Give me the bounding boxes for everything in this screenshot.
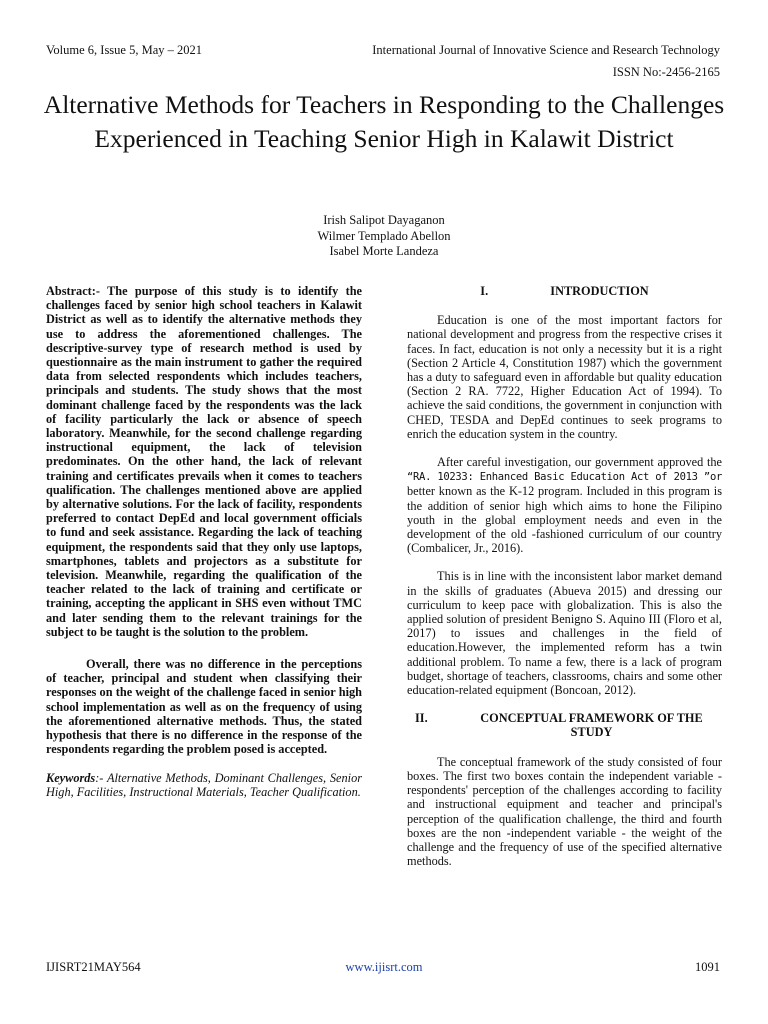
body-text: After careful investigation, our government approved the (437, 455, 722, 470)
keywords (46, 771, 362, 799)
abstract-paragraph: Abstract:- The purpose of this study is to identify the challenges faced by senior high school teachers in Kalawit District as well as to identify the alternative methods they use to address the aforementioned challenges. The descriptive-survey type of research method is used by questionnaire as the main instrument to gather the required data from selected respondents which includes teachers, principals and students. The study shows that the most dominant challenge faced by the respondents was the lack of facility particularly the lack or absence of speech laboratory. Meanwhile, for the second challenge regarding instructional equipment, the lack of television predominates. On the other hand, the lack of relevant training and certificates prevails when it comes to teachers qualification. The challenges mentioned above are applied by alternative solutions. For the lack of facility, respondents preferred to contact DepEd and local government officials to fund and seek assistance. Regarding the lack of teaching equipment, the respondents said that they only use laptops, smartphones, tablets and projectors as a substitute for television. Meanwhile, regarding the qualification of the teacher related to the lack of training and certificate or training, accepting the applicant in SHS even without TMC and later sending them to the relevant trainings for the subject to be taught is the solution to the problem. (46, 284, 362, 639)
section-number: I. (480, 284, 489, 298)
author-name: Irish Salipot Dayaganon (323, 213, 445, 227)
paper-title: Alternative Methods for Teachers in Responding to the Challenges Experienced in Teaching Senior High in Kalawit District (43, 90, 725, 153)
body-text: better known as the K-12 program. Included in this program is the addition of senior high which aims to hone the Filipino youth in the global employment needs and even in the development of the old -fashioned curriculum of our country (Combalicer, Jr., 2016). (407, 484, 722, 556)
section-number: II. (415, 711, 428, 726)
body-paragraph: Education is one of the most important factors for national development and progress from the respective crises it faces. In fact, education is not only a necessity but it is a right (Section 2 Article 4, Constitution 1987) which the government has a duty to safeguard even in affordable but quality education (Section 2 RA. 7722, Higher Education Act of 1994). To achieve the said conditions, the government in conjunction with CHED, TESDA and DepEd continues to seek programs to enrich the education system in the country. (407, 313, 722, 441)
left-column (46, 284, 362, 799)
author-list (0, 213, 768, 260)
paper-id: IJISRT21MAY564 (46, 960, 141, 974)
body-paragraph: This is in line with the inconsistent labor market demand in the skills of graduates (Abueva 2015) and dressing our curriculum to keep pace with globalization. This is also the applied solution of president Benigno S. Aquino III (Floro et al, 2017) to issues and challenges in the field of education.However, the implemented reform has a twin additional problem. To name a few, there is a lack of program budget, shortage of teachers, classrooms, chairs and some other education-related equipment (Boncoan, 2012). (407, 569, 722, 698)
section-heading (407, 711, 722, 739)
abstract-paragraph: Overall, there was no difference in the perceptions of teacher, principal and student when classifying their responses on the weight of the challenge faced in senior high school implementation as well as on the frequency of using the aforementioned alternative methods. Thus, the stated hypothesis that there is no difference in the response of the respondents regarding the problem posed is accepted. (46, 657, 362, 757)
section-heading (407, 284, 722, 298)
issn: ISSN No:-2456-2165 (612, 65, 720, 79)
author-name: Wilmer Templado Abellon (317, 228, 451, 243)
body-paragraph: The conceptual framework of the study consisted of four boxes. The first two boxes contain the independent variable - respondents' perception of the challenges according to facility and instructional equipment and teacher and principal's perception of the qualification challenge, the third and fourth boxes are the non -independent variable - the weight of the challenge and the frequency of use of the specified alternative methods. (407, 754, 722, 869)
journal-url[interactable]: www.ijisrt.com (345, 960, 423, 974)
body-paragraph (407, 455, 722, 555)
body-text: “RA. 10233: Enhanced Basic Education Act of 2013 ”or (407, 471, 722, 484)
keywords-label: Keywords (46, 770, 96, 785)
keywords-text: :- Alternative Methods, Dominant Challenges, Senior High, Facilities, Instructional Materials, Teacher Qualification. (46, 770, 362, 799)
author-name: Isabel Morte Landeza (329, 244, 439, 258)
journal-name: International Journal of Innovative Science and Research Technology (372, 43, 720, 57)
volume-issue: Volume 6, Issue 5, May – 2021 (46, 43, 203, 57)
right-column (407, 284, 722, 868)
section-title: CONCEPTUAL FRAMEWORK OF THE STUDY (480, 711, 703, 740)
section-title: INTRODUCTION (550, 284, 649, 298)
page-number: 1091 (695, 960, 720, 974)
